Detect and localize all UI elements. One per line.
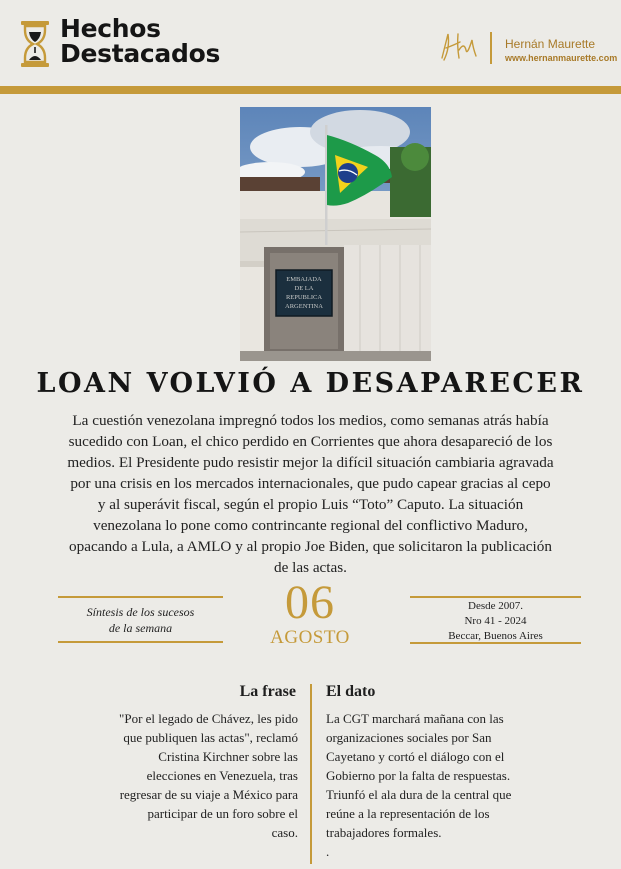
svg-text:ARGENTINA: ARGENTINA [285,303,323,310]
brand-line-2: Destacados [60,39,221,68]
dato-text [326,709,518,861]
embassy-photo [240,107,431,361]
date-month: AGOSTO [270,627,350,648]
brand-title [60,16,220,66]
article-body: La cuestión venezolana impregnó todos los medios, como semanas atrás había sucedido con Loan, el chico perdido en Corrientes que ahora desapareció de los medios. El Presidente pudo resistir mejor la difícil situación cambiaria agravada por una crisis en los mercados internacionales, que pudo capear gracias al cepo y al superávit fiscal, según el propio Luis “Toto” Caputo. La situación venezolana lo pone como contrincante regional del conflictivo Maduro, opacando a Lula, a AMLO y al propio Joe Biden, que solicitaron la publicación de las actas. [67,412,554,576]
info-line-2: Nro 41 - 2024 [464,615,527,627]
header-divider [490,32,492,64]
info-line-1: Desde 2007. [468,600,523,612]
synth-line-1: Síntesis de los sucesos [86,605,195,619]
header [0,0,621,86]
frase-text: "Por el legado de Chávez, les pido que publiquen las actas", reclamó Cristina Kirchner sobre las elecciones en Venezuela, tras regresar de su viaje a México para participar de un foro sobre el caso. [119,711,298,840]
svg-text:EMBAJADA: EMBAJADA [286,276,322,283]
info-rule-bottom [410,642,581,644]
info-rule-top [410,596,581,598]
date-day: 06 [285,576,335,629]
header-rule [0,86,621,94]
column-divider [310,684,312,864]
hourglass-icon [20,20,50,68]
dato-trailing: . [326,844,330,859]
brand-line-1: Hechos [60,14,161,43]
issue-info [410,599,581,644]
synth-label [58,604,223,636]
svg-text:REPUBLICA: REPUBLICA [285,294,323,301]
synth-rule-top [58,596,223,598]
author-name: Hernán Maurette [505,37,596,51]
svg-text:DE LA: DE LA [294,285,314,292]
synth-rule-bottom [58,641,223,643]
dato-title: El dato [326,683,376,700]
synth-line-2: de la semana [108,621,173,635]
frase-title: La frase [239,683,296,700]
dato-body: La CGT marchará mañana con las organizaciones sociales por San Cayetano y cortó el diálogo con el Gobierno por la falta de respuestas. Triunfó el ala dura de la central que reúne a la representación de los trabajadores formales. [326,711,512,840]
author-url: www.hernanmaurette.com [505,53,618,63]
signature-monogram [438,28,480,64]
info-line-3: Beccar, Buenos Aires [448,630,543,642]
headline: LOAN VOLVIÓ A DESAPARECER [36,368,585,399]
